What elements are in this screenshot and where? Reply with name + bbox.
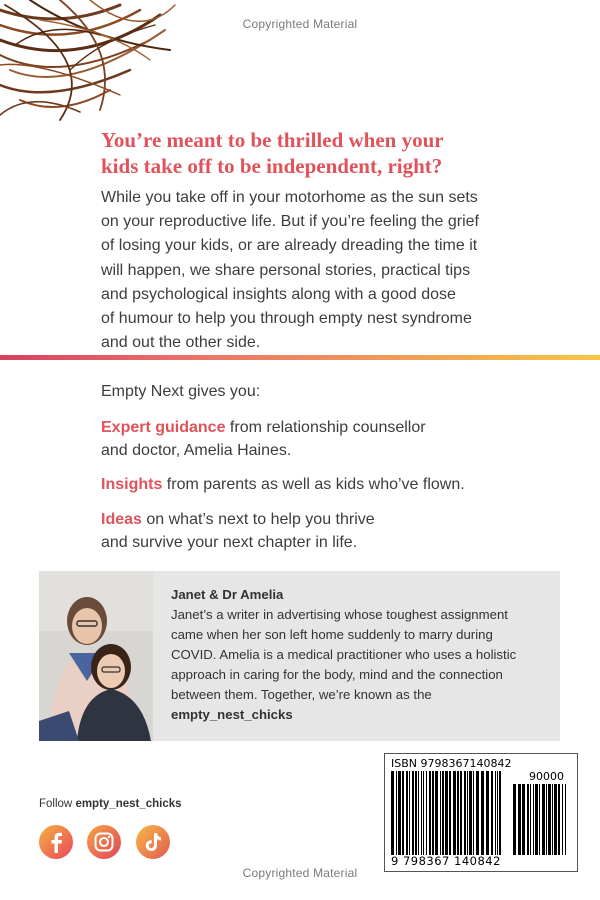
barcode-bar <box>554 784 557 855</box>
barcode-bar <box>499 771 501 855</box>
benefit-text: from parents as well as kids who’ve flown. <box>162 476 465 493</box>
tiktok-link[interactable] <box>136 825 170 859</box>
benefit-highlight: Insights <box>101 476 163 493</box>
intro-line: and psychological insights along with a good dose <box>101 285 456 303</box>
barcode-bar <box>565 784 566 855</box>
barcode-bar <box>513 784 516 855</box>
barcode-bar <box>518 784 521 855</box>
author-photo <box>39 571 153 741</box>
barcode-bar <box>396 771 397 855</box>
intro-line: and out the other side. <box>101 334 261 352</box>
barcode-bar <box>533 784 534 855</box>
barcode-bar <box>473 771 474 855</box>
intro-line: of losing your kids, or are already dreading the time it <box>101 237 478 255</box>
barcode-bar <box>402 771 404 855</box>
barcode-bar <box>552 784 553 855</box>
barcode-bar <box>527 784 529 855</box>
author-bio <box>171 585 546 725</box>
barcode-bar <box>409 771 410 855</box>
author-handle: empty_nest_chicks <box>171 707 293 722</box>
instagram-icon <box>94 832 114 852</box>
barcode-bar <box>412 771 414 855</box>
headline <box>101 127 521 179</box>
barcode-bar <box>558 784 560 855</box>
barcode-bar <box>423 771 424 855</box>
benefit-text: from relationship counsellor <box>225 419 426 436</box>
intro-line: While you take off in your motorhome as the sun sets <box>101 189 478 206</box>
barcode-bar <box>530 784 531 855</box>
intro-line: will happen, we share personal stories, practical tips <box>101 261 471 279</box>
follow-handle: empty_nest_chicks <box>75 798 182 810</box>
barcode-bar <box>391 771 394 855</box>
barcode-bar <box>435 771 438 855</box>
barcode-bar <box>539 784 540 855</box>
follow-line <box>39 798 182 810</box>
headline-line-1: You’re meant to be thrilled when your <box>101 128 444 152</box>
barcode-bar <box>522 784 525 855</box>
watermark-bottom: Copyrighted Material <box>242 866 358 880</box>
benefit-text-line2: and doctor, Amelia Haines. <box>101 442 292 459</box>
intro-paragraph <box>101 186 521 355</box>
barcode-bar <box>464 771 466 855</box>
barcode-bar <box>440 771 441 855</box>
barcode-bar <box>415 771 417 855</box>
gradient-divider <box>0 355 600 360</box>
barcode-bar <box>542 784 545 855</box>
nest-image <box>0 0 180 125</box>
barcode-bar <box>491 771 493 855</box>
author-box <box>39 571 560 741</box>
author-bio-line: COVID. Amelia is a medical practitioner who uses a holistic <box>171 647 517 662</box>
barcode-bar <box>453 771 456 855</box>
author-bio-line: approach in caring for the body, mind and the connection <box>171 667 503 682</box>
benefit-text-line2: and survive your next chapter in life. <box>101 534 358 551</box>
watermark-top: Copyrighted Material <box>242 17 358 31</box>
barcode-bar <box>449 771 451 855</box>
barcode-addon-bars <box>513 784 569 855</box>
barcode-bar <box>486 771 489 855</box>
barcode-bar <box>481 771 484 855</box>
barcode-bar <box>546 784 547 855</box>
benefits-title: Empty Next gives you: <box>101 383 261 400</box>
barcode-bar <box>432 771 434 855</box>
barcode-bar <box>418 771 419 855</box>
price-code: 90000 <box>529 770 564 783</box>
barcode-bar <box>460 771 462 855</box>
benefit-ideas <box>101 508 521 554</box>
barcode-bar <box>469 771 472 855</box>
benefit-highlight: Ideas <box>101 511 142 528</box>
barcode-bar <box>497 771 498 855</box>
author-name: Janet & Dr Amelia <box>171 587 284 602</box>
facebook-icon <box>47 831 65 853</box>
barcode-bar <box>535 784 538 855</box>
headline-line-2: kids take off to be independent, right? <box>101 154 443 178</box>
benefit-highlight: Expert guidance <box>101 419 226 436</box>
tiktok-icon <box>144 832 162 852</box>
instagram-link[interactable] <box>87 825 121 859</box>
benefit-expert-guidance <box>101 416 521 462</box>
barcode-bar <box>406 771 408 855</box>
barcode-bar <box>421 771 422 855</box>
barcode-bar <box>426 771 427 855</box>
barcode-bar <box>442 771 444 855</box>
barcode-bar <box>476 771 479 855</box>
barcode-bar <box>548 784 551 855</box>
barcode-bar <box>467 771 468 855</box>
isbn-digits: 9 798367 140842 <box>391 854 501 868</box>
barcode-bars <box>391 771 503 855</box>
isbn-label: ISBN 9798367140842 <box>391 757 512 770</box>
isbn-barcode <box>384 753 578 872</box>
barcode-bar <box>495 771 496 855</box>
intro-line: of humour to help you through empty nest syndrome <box>101 310 472 328</box>
barcode-bar <box>429 771 431 855</box>
barcode-bar <box>457 771 459 855</box>
author-bio-line: came when her son left home suddenly to marry during <box>171 627 493 642</box>
author-bio-line: Janet’s a writer in advertising whose toughest assignment <box>171 607 508 622</box>
intro-line: on your reproductive life. But if you’re feeling the grief <box>101 213 479 231</box>
barcode-bar <box>398 771 401 855</box>
benefit-text: on what’s next to help you thrive <box>141 511 375 528</box>
barcode-bar <box>445 771 448 855</box>
follow-prefix: Follow <box>39 798 76 810</box>
author-bio-line: between them. Together, we’re known as the <box>171 687 432 702</box>
facebook-link[interactable] <box>39 825 73 859</box>
barcode-bar <box>562 784 563 855</box>
benefit-insights <box>101 473 521 496</box>
